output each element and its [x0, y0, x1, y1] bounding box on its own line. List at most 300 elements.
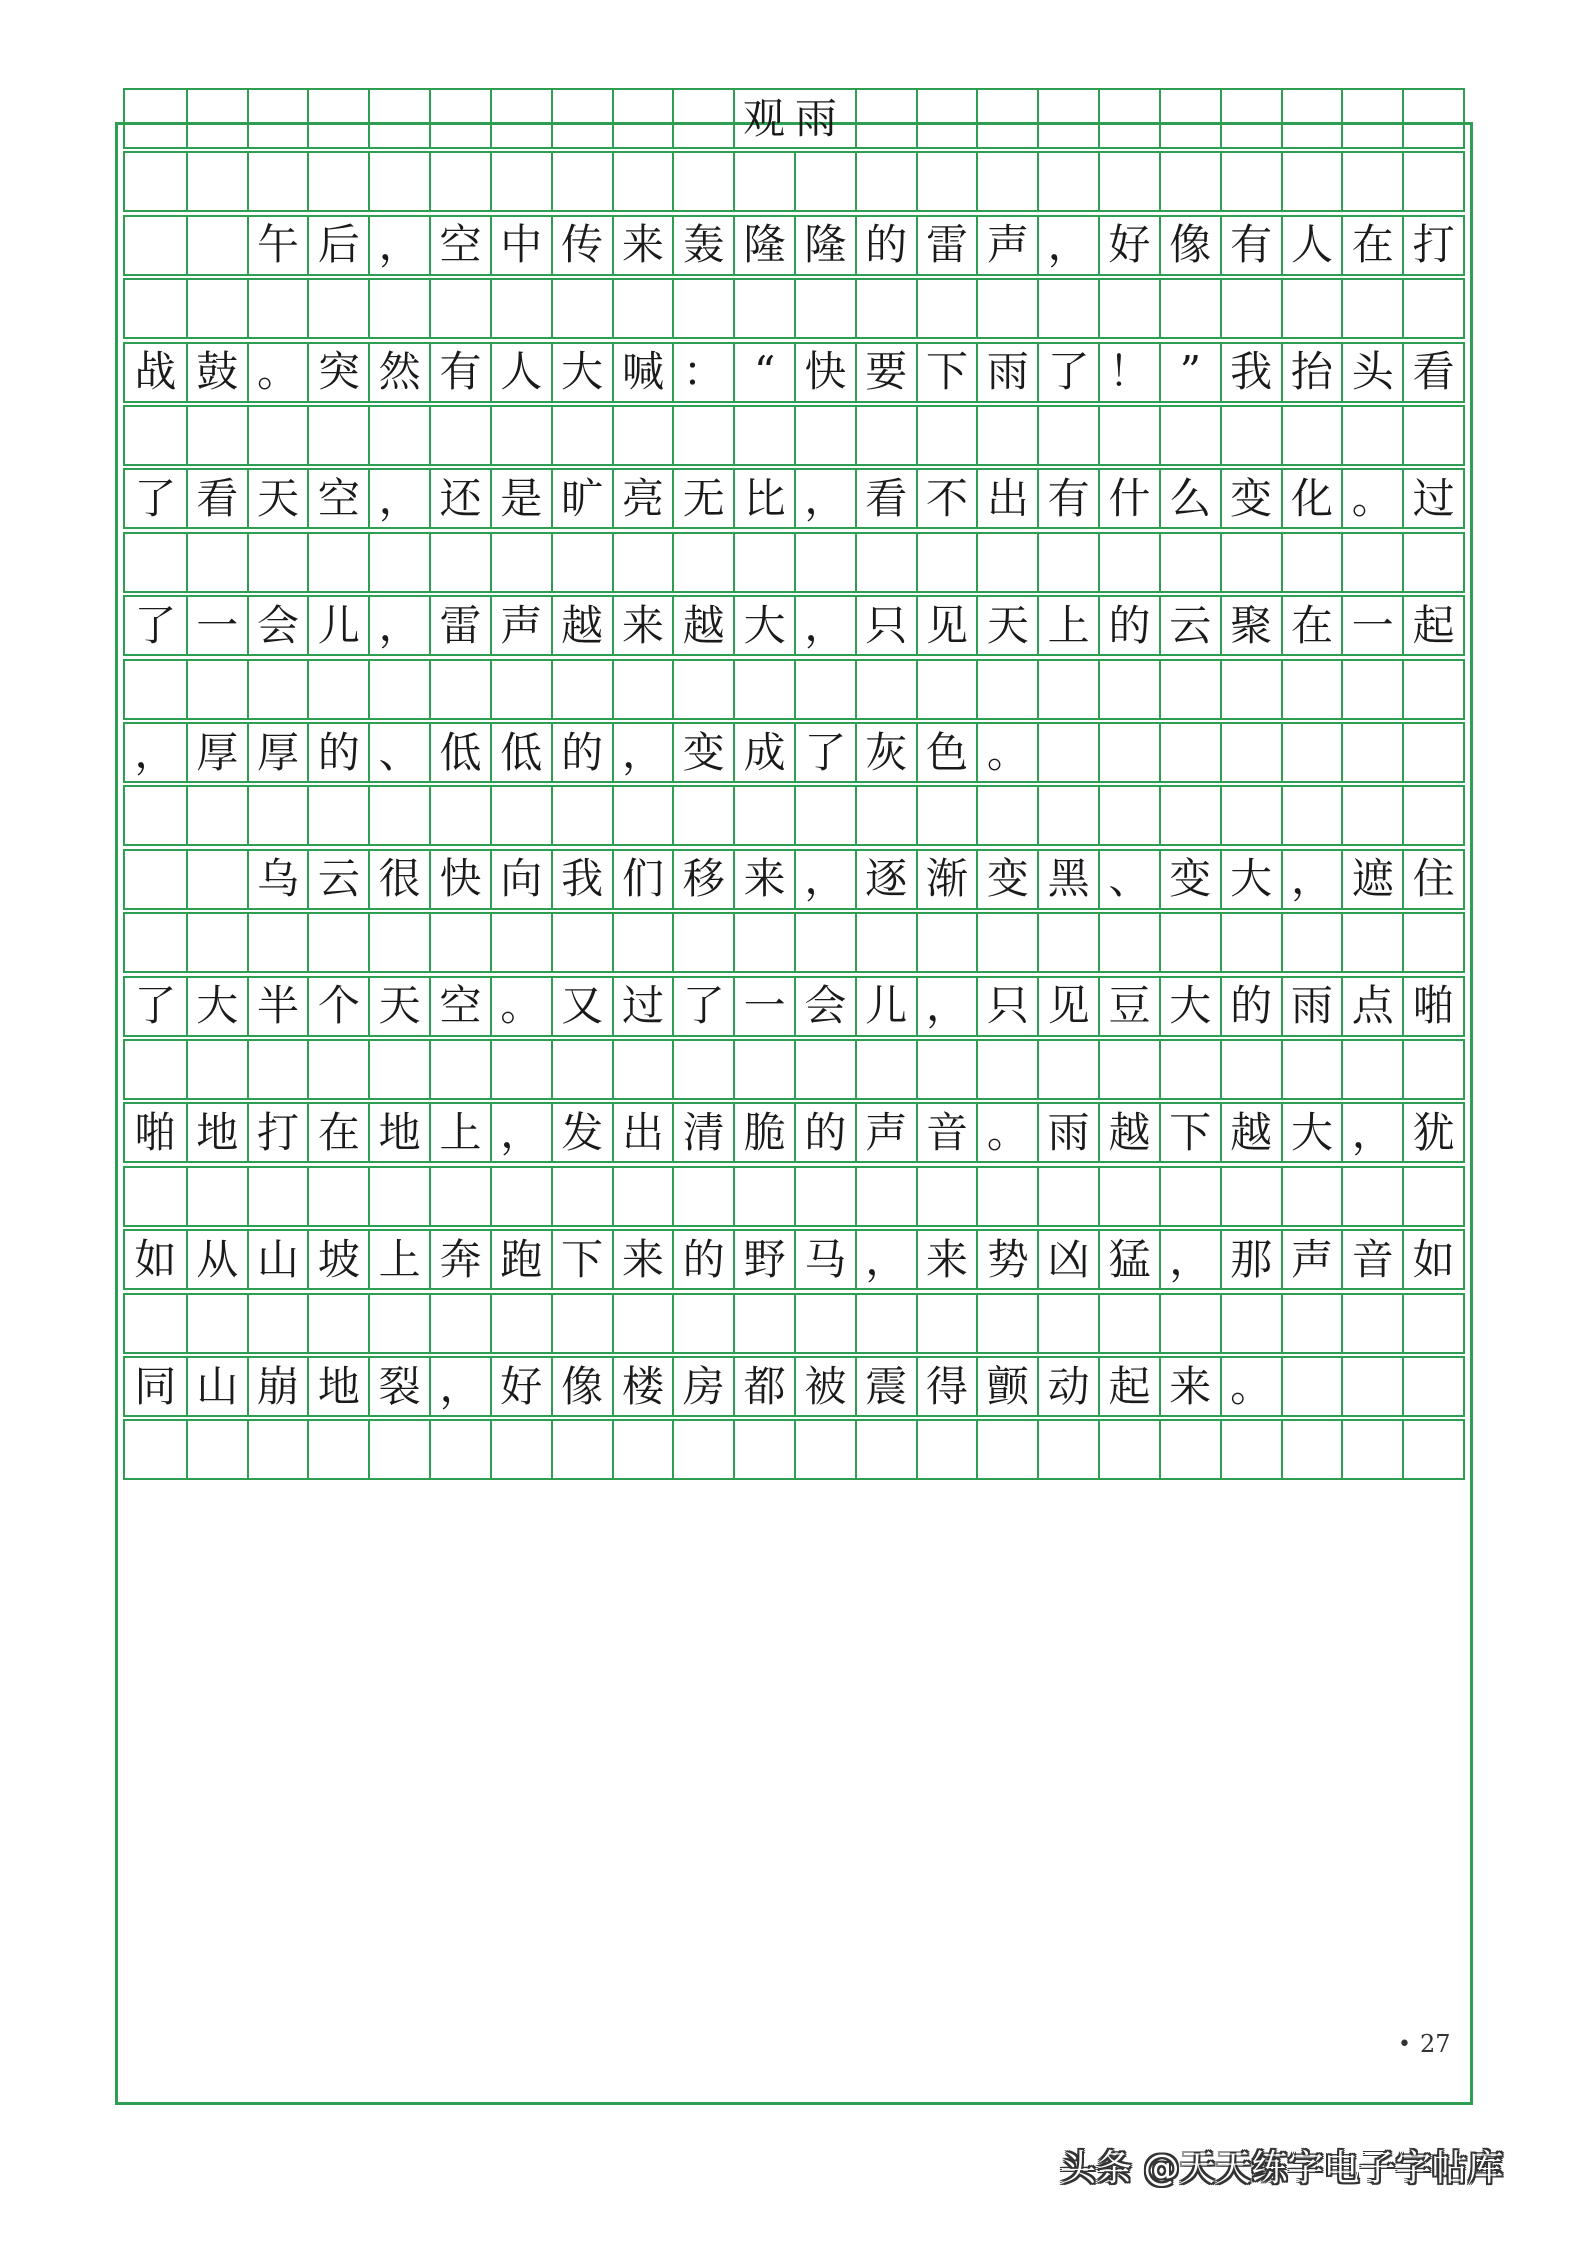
grid-cell — [1220, 407, 1281, 464]
grid-row — [123, 976, 1465, 1037]
grid-character: 喊 — [612, 344, 673, 401]
grid-cell — [1402, 153, 1463, 210]
grid-cell — [247, 153, 308, 210]
grid-cell — [1037, 280, 1098, 337]
grid-cell — [1037, 661, 1098, 718]
grid-character: 奔 — [429, 1231, 490, 1288]
grid-character: 啪 — [134, 1107, 177, 1157]
grid-character: 隆 — [733, 217, 794, 274]
grid-cell — [1220, 534, 1281, 591]
grid-cell — [672, 1168, 733, 1225]
grid-character: 么 — [1159, 470, 1220, 527]
grid-character: 天 — [976, 597, 1037, 654]
grid-cell — [976, 787, 1037, 844]
grid-cell — [368, 1295, 429, 1352]
grid-character: “ — [733, 344, 794, 401]
grid-cell — [733, 153, 794, 210]
grid-cell — [1159, 1168, 1220, 1225]
grid-cell — [1159, 90, 1220, 147]
grid-character: 山 — [186, 1358, 247, 1415]
grid-cell — [186, 1168, 247, 1225]
grid-character: 跑 — [490, 1231, 551, 1288]
grid-cell — [976, 534, 1037, 591]
grid-cell — [916, 153, 977, 210]
grid-character: 野 — [733, 1231, 794, 1288]
grid-cell — [612, 1168, 673, 1225]
grid-character: ， — [794, 597, 855, 654]
grid-character: 一 — [186, 597, 247, 654]
grid-cell — [1159, 787, 1220, 844]
grid-cell — [1402, 1421, 1463, 1478]
grid-character: 起 — [1098, 1358, 1159, 1415]
grid-cell — [1098, 661, 1159, 718]
grid-character: 隆 — [794, 217, 855, 274]
grid-cell — [247, 1168, 308, 1225]
grid-character: 的 — [307, 724, 368, 781]
grid-character: 无 — [672, 470, 733, 527]
grid-character: 坡 — [307, 1231, 368, 1288]
grid-cell — [247, 661, 308, 718]
grid-character: 大 — [1220, 851, 1281, 908]
grid-cell — [855, 1041, 916, 1098]
grid-character: 雨 — [976, 344, 1037, 401]
grid-cell — [1098, 724, 1159, 781]
grid-cell — [429, 1168, 490, 1225]
grid-character: 见 — [916, 597, 977, 654]
grid-character: ： — [672, 344, 733, 401]
grid-character: 声 — [855, 1104, 916, 1161]
grid-cell — [490, 661, 551, 718]
grid-cell — [612, 407, 673, 464]
grid-character: 低 — [429, 724, 490, 781]
grid-cell — [490, 153, 551, 210]
grid-character: 遮 — [1341, 851, 1402, 908]
grid-character: 声 — [1281, 1231, 1342, 1288]
grid-cell — [125, 1041, 186, 1098]
grid-cell — [1159, 1041, 1220, 1098]
grid-character: 我 — [551, 851, 612, 908]
grid-cell — [1281, 90, 1342, 147]
grid-cell — [1281, 914, 1342, 971]
grid-cell — [1037, 914, 1098, 971]
grid-cell — [490, 914, 551, 971]
grid-character: 会 — [794, 978, 855, 1035]
grid-character: 然 — [368, 344, 429, 401]
grid-character: 大 — [1281, 1104, 1342, 1161]
grid-cell — [1159, 724, 1220, 781]
grid-cell — [794, 153, 855, 210]
grid-cell — [916, 407, 977, 464]
grid-cell — [1402, 407, 1463, 464]
grid-character: 音 — [1341, 1231, 1402, 1288]
grid-character: 。 — [490, 978, 551, 1035]
grid-cell — [916, 787, 977, 844]
grid-character: 看 — [855, 470, 916, 527]
grid-cell — [429, 914, 490, 971]
grid-cell — [1220, 90, 1281, 147]
grid-character: 。 — [247, 344, 308, 401]
grid-cell — [125, 1295, 186, 1352]
grid-cell — [551, 153, 612, 210]
grid-cell — [1220, 1421, 1281, 1478]
grid-cell — [307, 407, 368, 464]
grid-character: ， — [855, 1231, 916, 1288]
grid-cell — [855, 407, 916, 464]
grid-cell — [186, 217, 247, 274]
grid-cell — [976, 153, 1037, 210]
grid-cell — [672, 153, 733, 210]
grid-cell — [368, 90, 429, 147]
grid-cell — [855, 1168, 916, 1225]
grid-character: 来 — [612, 217, 673, 274]
grid-cell — [551, 280, 612, 337]
grid-cell — [1037, 407, 1098, 464]
grid-character: 乌 — [247, 851, 308, 908]
grid-cell — [1341, 661, 1402, 718]
grid-cell — [1281, 787, 1342, 844]
grid-character: 发 — [551, 1104, 612, 1161]
grid-cell — [733, 1041, 794, 1098]
grid-cell — [247, 1041, 308, 1098]
grid-cell — [1037, 153, 1098, 210]
grid-character: 下 — [916, 344, 977, 401]
grid-cell — [855, 787, 916, 844]
grid-cell — [1037, 724, 1098, 781]
grid-character: 轰 — [672, 217, 733, 274]
grid-character: 凶 — [1037, 1231, 1098, 1288]
grid-character: 过 — [1402, 470, 1463, 527]
grid-cell — [612, 1041, 673, 1098]
grid-cell — [1281, 1041, 1342, 1098]
grid-character: 来 — [612, 1231, 673, 1288]
grid-character: 不 — [916, 470, 977, 527]
grid-character: 起 — [1402, 597, 1463, 654]
grid-cell — [1281, 1168, 1342, 1225]
grid-character: 变 — [976, 851, 1037, 908]
grid-cell — [1281, 1295, 1342, 1352]
grid-character: 要 — [855, 344, 916, 401]
grid-cell — [672, 661, 733, 718]
grid-character: ， — [134, 727, 177, 777]
grid-cell — [855, 153, 916, 210]
grid-cell — [1281, 407, 1342, 464]
grid-cell — [1402, 1041, 1463, 1098]
grid-cell — [733, 1295, 794, 1352]
grid-character: ， — [612, 724, 673, 781]
grid-cell — [125, 153, 186, 210]
grid-row — [123, 912, 1465, 973]
grid-character: 空 — [429, 978, 490, 1035]
grid-character: 见 — [1037, 978, 1098, 1035]
grid-cell — [1098, 153, 1159, 210]
grid-character: 动 — [1037, 1358, 1098, 1415]
grid-cell — [247, 407, 308, 464]
grid-cell — [429, 407, 490, 464]
grid-cell — [125, 217, 186, 274]
grid-cell — [976, 280, 1037, 337]
grid-cell — [794, 407, 855, 464]
grid-cell — [1341, 724, 1402, 781]
grid-cell — [186, 914, 247, 971]
grid-character: 住 — [1402, 851, 1463, 908]
grid-cell — [551, 90, 612, 147]
grid-character: 有 — [1037, 470, 1098, 527]
grid-row — [123, 278, 1465, 339]
grid-character: 崩 — [247, 1358, 308, 1415]
grid-character: 的 — [1098, 597, 1159, 654]
grid-row — [123, 1356, 1465, 1417]
grid-cell — [916, 534, 977, 591]
grid-character: 音 — [916, 1104, 977, 1161]
grid-cell — [368, 1041, 429, 1098]
grid-cell — [1281, 153, 1342, 210]
grid-cell — [976, 1168, 1037, 1225]
grid-character: 我 — [1220, 344, 1281, 401]
grid-cell — [1220, 1295, 1281, 1352]
grid-cell — [1159, 1421, 1220, 1478]
grid-cell — [551, 1041, 612, 1098]
grid-cell — [1220, 914, 1281, 971]
grid-cell — [551, 1295, 612, 1352]
grid-character: 声 — [976, 217, 1037, 274]
grid-row — [123, 532, 1465, 593]
grid-character: 来 — [1159, 1358, 1220, 1415]
grid-cell — [1402, 90, 1463, 147]
grid-cell — [733, 534, 794, 591]
grid-cell — [307, 1295, 368, 1352]
grid-cell — [186, 90, 247, 147]
grid-cell — [1341, 1041, 1402, 1098]
grid-cell — [429, 534, 490, 591]
grid-cell — [1281, 280, 1342, 337]
grid-character: 变 — [1220, 470, 1281, 527]
grid-cell — [1037, 534, 1098, 591]
grid-cell — [1281, 724, 1342, 781]
grid-character: 雨 — [1037, 1104, 1098, 1161]
grid-cell — [186, 661, 247, 718]
grid-cell — [490, 90, 551, 147]
grid-character: 马 — [794, 1231, 855, 1288]
grid-cell — [247, 787, 308, 844]
grid-cell — [1220, 1041, 1281, 1098]
grid-character: 雷 — [916, 217, 977, 274]
grid-cell — [1220, 724, 1281, 781]
grid-character: 只 — [976, 978, 1037, 1035]
grid-cell — [733, 1421, 794, 1478]
grid-character: 一 — [733, 978, 794, 1035]
grid-cell — [916, 280, 977, 337]
grid-character: 好 — [1098, 217, 1159, 274]
grid-row — [123, 785, 1465, 846]
grid-character: ， — [1037, 217, 1098, 274]
grid-cell — [1037, 1041, 1098, 1098]
grid-character: ， — [429, 1358, 490, 1415]
grid-character: 在 — [307, 1104, 368, 1161]
grid-cell — [1159, 661, 1220, 718]
grid-character: 的 — [672, 1231, 733, 1288]
grid-cell — [551, 1168, 612, 1225]
grid-cell — [672, 1295, 733, 1352]
grid-character: ， — [368, 597, 429, 654]
grid-character: 云 — [307, 851, 368, 908]
grid-cell — [551, 1421, 612, 1478]
grid-character: ， — [368, 217, 429, 274]
grid-character: 快 — [429, 851, 490, 908]
title-row — [123, 88, 1465, 149]
grid-cell — [1220, 1168, 1281, 1225]
grid-cell — [1402, 1168, 1463, 1225]
grid-cell — [916, 1041, 977, 1098]
grid-cell — [794, 914, 855, 971]
grid-row — [123, 659, 1465, 720]
grid-cell — [1220, 661, 1281, 718]
grid-cell — [307, 661, 368, 718]
grid-cell — [855, 661, 916, 718]
grid-character: 逐 — [855, 851, 916, 908]
grid-cell — [125, 1421, 186, 1478]
grid-character: 看 — [1402, 344, 1463, 401]
grid-character: 了 — [794, 724, 855, 781]
grid-cell — [612, 153, 673, 210]
grid-character: 午 — [247, 217, 308, 274]
grid-cell — [551, 661, 612, 718]
grid-character: 成 — [733, 724, 794, 781]
grid-character: 儿 — [307, 597, 368, 654]
grid-cell — [1341, 153, 1402, 210]
grid-character: 变 — [672, 724, 733, 781]
grid-cell — [125, 787, 186, 844]
grid-character: ” — [1159, 344, 1220, 401]
grid-character: 大 — [1159, 978, 1220, 1035]
grid-character: 打 — [247, 1104, 308, 1161]
grid-cell — [1341, 90, 1402, 147]
grid-character: 一 — [1341, 597, 1402, 654]
grid-cell — [1281, 1358, 1342, 1415]
grid-character: 那 — [1220, 1231, 1281, 1288]
grid-cell — [551, 914, 612, 971]
grid-cell — [733, 914, 794, 971]
grid-character: 渐 — [916, 851, 977, 908]
grid-character: 有 — [1220, 217, 1281, 274]
grid-cell — [794, 280, 855, 337]
grid-character: 雨 — [1281, 978, 1342, 1035]
grid-cell — [125, 280, 186, 337]
grid-cell — [429, 1295, 490, 1352]
grid-cell — [672, 1421, 733, 1478]
grid-character: 清 — [672, 1104, 733, 1161]
grid-cell — [1037, 1168, 1098, 1225]
grid-cell — [247, 280, 308, 337]
grid-character: 是 — [490, 470, 551, 527]
grid-cell — [1159, 153, 1220, 210]
grid-character: ， — [794, 851, 855, 908]
grid-cell — [429, 1421, 490, 1478]
grid-character: 从 — [186, 1231, 247, 1288]
grid-cell — [368, 407, 429, 464]
grid-row — [123, 722, 1465, 783]
grid-character: 好 — [490, 1358, 551, 1415]
grid-character: 楼 — [612, 1358, 673, 1415]
grid-character: 半 — [247, 978, 308, 1035]
grid-character: 、 — [368, 724, 429, 781]
grid-cell — [186, 851, 247, 908]
grid-character: 如 — [1402, 1231, 1463, 1288]
grid-cell — [551, 534, 612, 591]
grid-cell — [1159, 534, 1220, 591]
grid-character: 聚 — [1220, 597, 1281, 654]
grid-cell — [1402, 534, 1463, 591]
grid-cell — [976, 407, 1037, 464]
grid-character: 儿 — [855, 978, 916, 1035]
grid-cell — [733, 1168, 794, 1225]
grid-cell — [247, 534, 308, 591]
grid-cell — [1159, 407, 1220, 464]
grid-cell — [1098, 407, 1159, 464]
grid-cell — [1341, 1358, 1402, 1415]
grid-character: 空 — [307, 470, 368, 527]
grid-cell — [490, 407, 551, 464]
grid-character: 势 — [976, 1231, 1037, 1288]
grid-cell — [490, 1421, 551, 1478]
grid-character: 过 — [612, 978, 673, 1035]
grid-character: ， — [1159, 1231, 1220, 1288]
grid-cell — [916, 1421, 977, 1478]
grid-character: 犹 — [1402, 1104, 1463, 1161]
grid-cell — [1402, 661, 1463, 718]
grid-cell — [1037, 787, 1098, 844]
grid-row — [123, 1102, 1465, 1163]
grid-cell — [1159, 280, 1220, 337]
grid-character: 地 — [307, 1358, 368, 1415]
grid-cell — [794, 661, 855, 718]
grid-character: 。 — [1220, 1358, 1281, 1415]
grid-cell — [1341, 1295, 1402, 1352]
grid-character: 豆 — [1098, 978, 1159, 1035]
grid-cell — [976, 1041, 1037, 1098]
grid-character: ， — [490, 1104, 551, 1161]
grid-cell — [733, 661, 794, 718]
grid-row — [123, 405, 1465, 466]
grid-row — [123, 215, 1465, 276]
grid-cell — [1220, 153, 1281, 210]
grid-cell — [794, 787, 855, 844]
grid-character: ， — [916, 978, 977, 1035]
grid-character: 像 — [1159, 217, 1220, 274]
grid-cell — [429, 153, 490, 210]
grid-cell — [186, 1041, 247, 1098]
grid-cell — [1098, 1041, 1159, 1098]
grid-cell — [1098, 1168, 1159, 1225]
grid-row — [123, 849, 1465, 910]
grid-cell — [1341, 407, 1402, 464]
grid-cell — [490, 534, 551, 591]
grid-character: 猛 — [1098, 1231, 1159, 1288]
grid-cell — [186, 1421, 247, 1478]
grid-cell — [247, 1295, 308, 1352]
grid-character: 战 — [134, 347, 177, 397]
grid-cell — [672, 914, 733, 971]
grid-character: 下 — [551, 1231, 612, 1288]
grid-cell — [1098, 1421, 1159, 1478]
grid-cell — [1402, 1358, 1463, 1415]
grid-cell — [855, 1295, 916, 1352]
grid-cell — [612, 280, 673, 337]
grid-row — [123, 1229, 1465, 1290]
grid-character: ， — [794, 470, 855, 527]
grid-character: ， — [368, 470, 429, 527]
grid-character: 变 — [1159, 851, 1220, 908]
grid-character: 上 — [368, 1231, 429, 1288]
